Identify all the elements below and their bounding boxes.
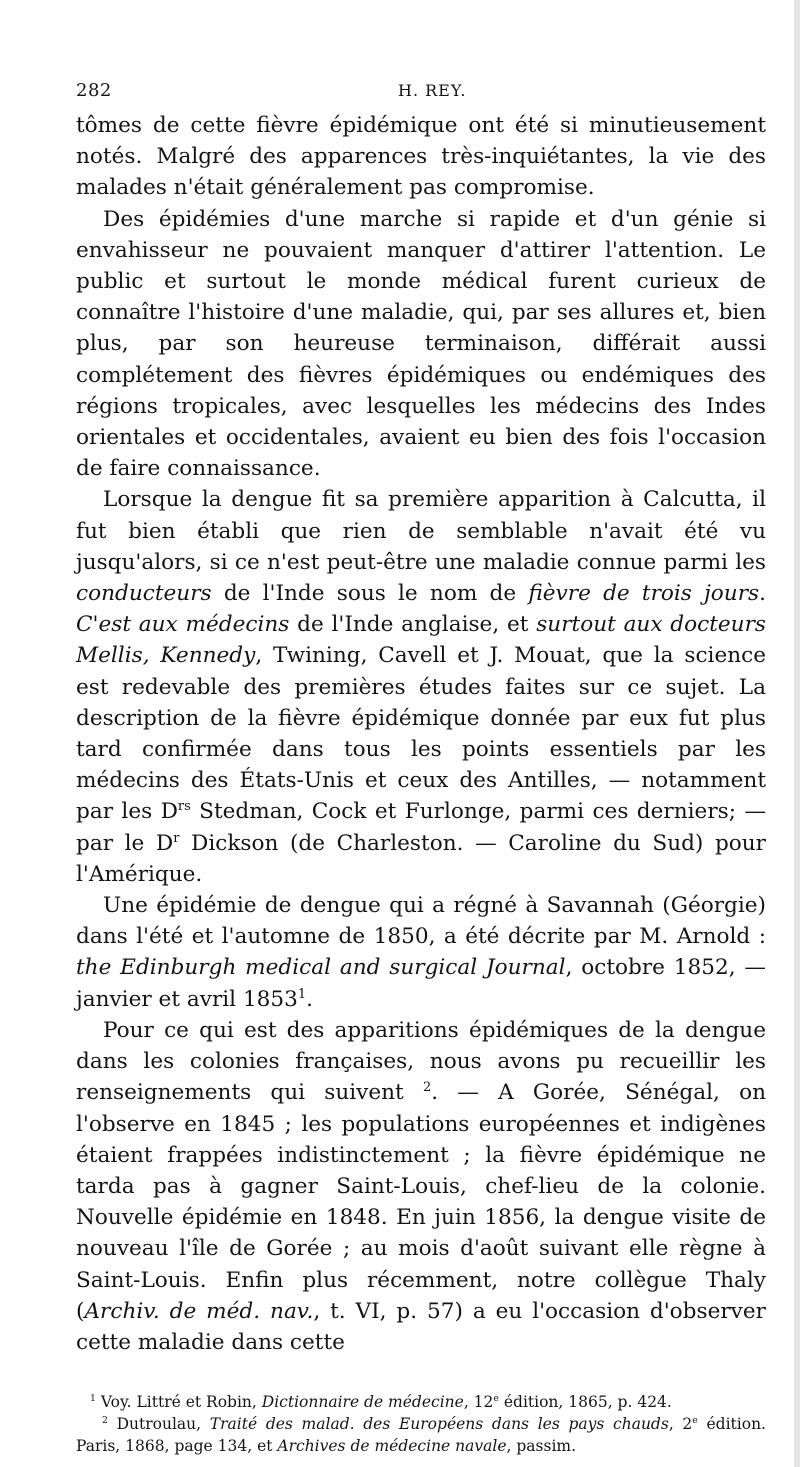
italic-text: conducteurs xyxy=(76,581,212,607)
text-run: Dickson (de Charleston. — Caroline du Sud) pour l'Amérique. xyxy=(76,830,766,887)
italic-text: the Edinburgh medical and surgical Journal xyxy=(76,955,566,981)
running-head-title: H. REY. xyxy=(398,81,467,100)
italic-text: surtout xyxy=(536,612,616,638)
italic-text: médecins xyxy=(185,612,290,638)
page-number: 282 xyxy=(76,80,112,101)
superscript: 1 xyxy=(90,1392,96,1404)
page-edge xyxy=(794,0,800,1467)
text-run: . xyxy=(306,986,314,1012)
footnotes xyxy=(76,1391,766,1457)
italic-text: aux docteurs Mellis, Kennedy xyxy=(76,612,766,669)
text-run: Des épidémies d'une marche si rapide et d'un génie si envahisseur ne pouvaient manquer d'attirer l'attention. Le public et surtout le monde médical furent curieux de connaître l'histoire d'une maladie, qui, par ses allures et, bien plus, par son heureuse terminaison, différait aussi complétement des fièvres épidémiques ou endémiques des régions tropicales, avec lesquelles les médecins des Indes orientales et occidentales, avaient eu bien des fois l'occasion de faire connaissance. xyxy=(76,206,766,482)
text-run: tômes de cette fièvre épidémique ont été si minutieusement notés. Malgré des apparences très-inquiétantes, la vie des malades n'était généralement pas compromise. xyxy=(76,113,766,201)
text-run: Pour ce qui est des apparitions épidémiques de la dengue dans les colonies françaises, nous avons pu recueillir les renseignements qui suivent xyxy=(76,1017,766,1106)
body-paragraph xyxy=(76,484,766,890)
running-head xyxy=(76,80,766,106)
italic-text: Archiv. de méd. nav. xyxy=(84,1298,314,1324)
superscript: e xyxy=(493,1392,499,1404)
text-run: , passim. xyxy=(506,1437,577,1456)
text-run: de l'Inde anglaise, et xyxy=(289,612,537,638)
text-run xyxy=(178,612,186,637)
text-run: édition, 1865, p. 424. xyxy=(498,1393,672,1412)
text-run: , 12 xyxy=(463,1393,494,1412)
text-run xyxy=(616,612,624,637)
footnote xyxy=(76,1391,766,1413)
body-paragraph xyxy=(76,110,766,204)
text-run: Lorsque la dengue fit sa première apparition à Calcutta, il fut bien établi que rien de semblable n'avait été vu jusqu'alors, si ce n'est peut-être une maladie connue parmi les xyxy=(76,487,766,575)
text-run: Dutroulau, xyxy=(107,1415,210,1434)
body-paragraph xyxy=(76,204,766,485)
superscript: 2 xyxy=(102,1414,108,1426)
text-run: . — A Gorée, Sénégal, on l'observe en 1845 ; les populations européennes et indigènes étaient frappées indistinctement ; la fièvre épidémique ne tarda pas à gagner Saint-Louis, chef-lieu de la colonie. Nouvelle épidémie en 1848. En juin 1856, la dengue visite de nouveau l'île de Gorée ; au mois d'août suivant elle règne à Saint-Louis. Enfin plus récemment, notre collègue Thaly ( xyxy=(76,1080,766,1324)
body-text xyxy=(76,110,766,1358)
text-run: Une épidémie de dengue qui a régné à Savannah (Géorgie) dans l'été et l'automne de 1850, a été décrite par M. Arnold : xyxy=(76,893,766,950)
book-page xyxy=(76,80,766,1457)
superscript: r xyxy=(173,830,180,846)
text-run: , t. VI, p. 57) a eu l'occasion d'observer cette maladie dans cette xyxy=(76,1298,766,1355)
italic-text: Dictionnaire de médecine xyxy=(261,1393,464,1412)
italic-text: fièvre de trois jours xyxy=(528,581,760,607)
text-run: , octobre 1852, — janvier et avril 1853 xyxy=(76,955,766,1012)
text-run: de l'Inde sous le nom de xyxy=(211,581,529,607)
italic-text: C'est aux xyxy=(76,612,178,638)
italic-text: Traité des malad. des Européens dans les pays chauds xyxy=(209,1415,669,1434)
text-run: , Twining, Cavell et J. Mouat, que la science est redevable des premières études faites sur ce sujet. La description de la fièvre épidémique donnée par eux fut plus tard confirmée dans tous les points essentiels par les médecins des États-Unis et ceux des Antilles, — notamment par les D xyxy=(76,643,766,825)
text-run: Stedman, Cock et Furlonge, parmi ces derniers; — par le D xyxy=(76,799,767,856)
superscript: 2 xyxy=(422,1080,432,1096)
body-paragraph xyxy=(76,890,766,1015)
superscript: rs xyxy=(177,799,191,815)
superscript: 1 xyxy=(297,986,307,1002)
text-run: . xyxy=(759,581,766,607)
text-run: édition. Paris, 1868, page 134, et xyxy=(76,1415,766,1456)
text-run: Voy. Littré et Robin, xyxy=(95,1393,262,1412)
text-run: , 2 xyxy=(668,1415,693,1434)
italic-text: Archives de médecine navale xyxy=(277,1437,507,1456)
superscript: e xyxy=(692,1414,698,1426)
body-paragraph xyxy=(76,1015,766,1358)
footnote xyxy=(76,1413,766,1457)
